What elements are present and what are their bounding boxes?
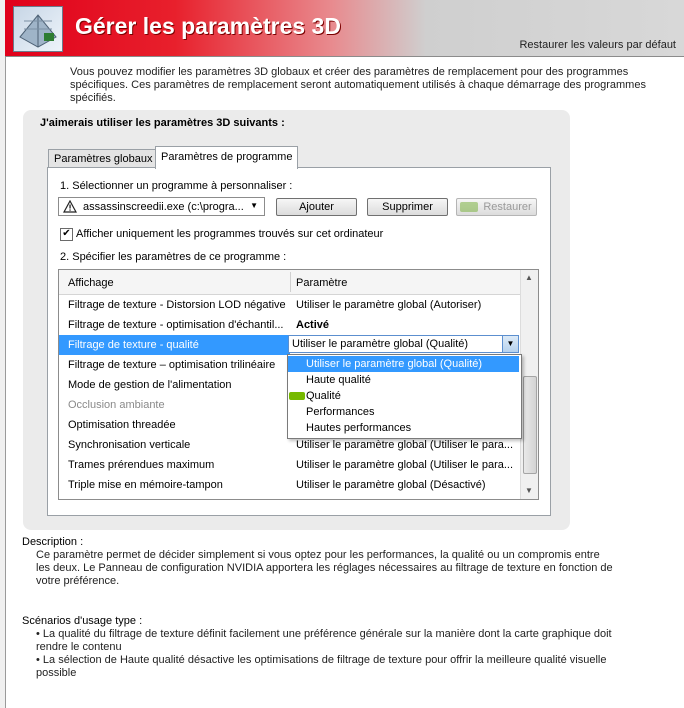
show-found-programs-label: Afficher uniquement les programmes trouvés sur cet ordinateur	[76, 228, 384, 240]
column-header-setting[interactable]: Paramètre	[296, 277, 348, 289]
tab-global-settings[interactable]: Paramètres globaux	[48, 149, 158, 168]
option-label: Hautes performances	[306, 422, 412, 434]
option-label: Haute qualité	[306, 374, 371, 386]
texture-quality-select[interactable]	[288, 335, 519, 353]
chevron-down-icon: ▼	[250, 201, 258, 210]
row-feature: Triple mise en mémoire-tampon	[68, 479, 223, 491]
option-label: Performances	[306, 406, 375, 418]
chevron-down-icon[interactable]: ▼	[502, 336, 518, 352]
row-setting: Utiliser le paramètre global (Désactivé)	[296, 479, 486, 491]
usage-scenarios-label: Scénarios d'usage type :	[22, 615, 143, 627]
row-feature: Trames prérendues maximum	[68, 459, 215, 471]
description-label: Description :	[22, 536, 84, 548]
table-header	[59, 270, 520, 295]
intro-text: Vous pouvez modifier les paramètres 3D globaux et créer des paramètres de remplacement pour des programmes spécifiques. Ces paramètres de remplacement seront automatiquement utilisés à chaque démarrage des programmes spécifiés.	[70, 66, 646, 104]
window-left-border	[0, 0, 6, 708]
texture-quality-select-value: Utiliser le paramètre global (Qualité)	[292, 338, 469, 350]
option-label: Utiliser le paramètre global (Qualité)	[306, 358, 483, 370]
remove-button[interactable]: Supprimer	[367, 198, 448, 216]
column-separator	[290, 272, 291, 292]
page-header	[5, 0, 684, 57]
restore-defaults-link[interactable]: Restaurer les valeurs par défaut	[519, 39, 676, 51]
column-header-feature[interactable]: Affichage	[68, 277, 114, 289]
tab-program-settings[interactable]: Paramètres de programme	[155, 146, 298, 169]
description-text: Ce paramètre permet de décider simplement si vous optez pour les performances, la qualité ou un compromis entre les deux. Le Panneau de configuration NVIDIA apportera les réglages nécessaires au filtrage de texture en fonction de votre préférence.	[36, 549, 613, 587]
option-quality[interactable]	[288, 388, 519, 404]
header-divider	[5, 56, 684, 57]
row-setting: Utiliser le paramètre global (Utiliser le para...	[296, 459, 514, 471]
nvidia-icon	[289, 392, 305, 400]
list-item: • La sélection de Haute qualité désactive les optimisations de filtrage de texture pour offrir la meilleure qualité visuelle possible	[36, 654, 607, 679]
add-button[interactable]: Ajouter	[276, 198, 357, 216]
option-high-performance[interactable]	[288, 420, 519, 436]
option-label: Qualité	[306, 390, 341, 402]
row-feature: Filtrage de texture - optimisation d'échantil...	[68, 319, 284, 331]
program-select[interactable]	[58, 197, 265, 216]
row-feature: Occlusion ambiante	[68, 399, 165, 411]
row-feature: Mode de gestion de l'alimentation	[68, 379, 232, 391]
list-item: • La qualité du filtrage de texture définit facilement une préférence générale sur la manière dont la carte graphique doit rendre le contenu	[36, 628, 612, 653]
program-select-value: assassinscreedii.exe (c:\progra...	[83, 201, 244, 213]
table-row[interactable]	[59, 315, 520, 335]
restore-button[interactable]	[456, 198, 537, 216]
restore-button-label: Restaurer	[483, 201, 532, 213]
table-row[interactable]	[59, 295, 520, 315]
nvidia-icon	[460, 202, 478, 212]
scrollbar-thumb[interactable]	[523, 376, 537, 474]
warning-icon	[63, 200, 77, 216]
show-found-programs-checkbox[interactable]: ✔	[60, 228, 73, 241]
option-global-quality[interactable]	[288, 356, 519, 372]
page-title: Gérer les paramètres 3D	[75, 13, 341, 39]
option-high-quality[interactable]	[288, 372, 519, 388]
scroll-up-icon[interactable]: ▲	[525, 273, 533, 282]
row-setting: Utiliser le paramètre global (Autoriser)	[296, 299, 482, 311]
row-setting: Utiliser le paramètre global (Utiliser le para...	[296, 439, 514, 451]
option-performance[interactable]	[288, 404, 519, 420]
3d-settings-logo-icon	[13, 6, 63, 52]
table-row[interactable]	[59, 475, 520, 495]
row-feature: Optimisation threadée	[68, 419, 176, 431]
step2-label: 2. Spécifier les paramètres de ce programme :	[60, 251, 287, 263]
step1-label: 1. Sélectionner un programme à personnaliser :	[60, 180, 293, 192]
usage-scenarios-list	[36, 628, 626, 680]
row-feature: Filtrage de texture - qualité	[59, 335, 290, 355]
table-row[interactable]	[59, 455, 520, 475]
panel-heading: J'aimerais utiliser les paramètres 3D suivants :	[40, 117, 285, 129]
row-feature: Filtrage de texture - Distorsion LOD négative	[68, 299, 286, 311]
row-feature: Filtrage de texture – optimisation trilinéaire	[68, 359, 276, 371]
texture-quality-options-list	[287, 354, 522, 439]
scroll-down-icon[interactable]: ▼	[525, 486, 533, 495]
row-setting: Activé	[296, 319, 330, 331]
row-feature: Synchronisation verticale	[68, 439, 191, 451]
table-scrollbar[interactable]	[520, 270, 538, 499]
